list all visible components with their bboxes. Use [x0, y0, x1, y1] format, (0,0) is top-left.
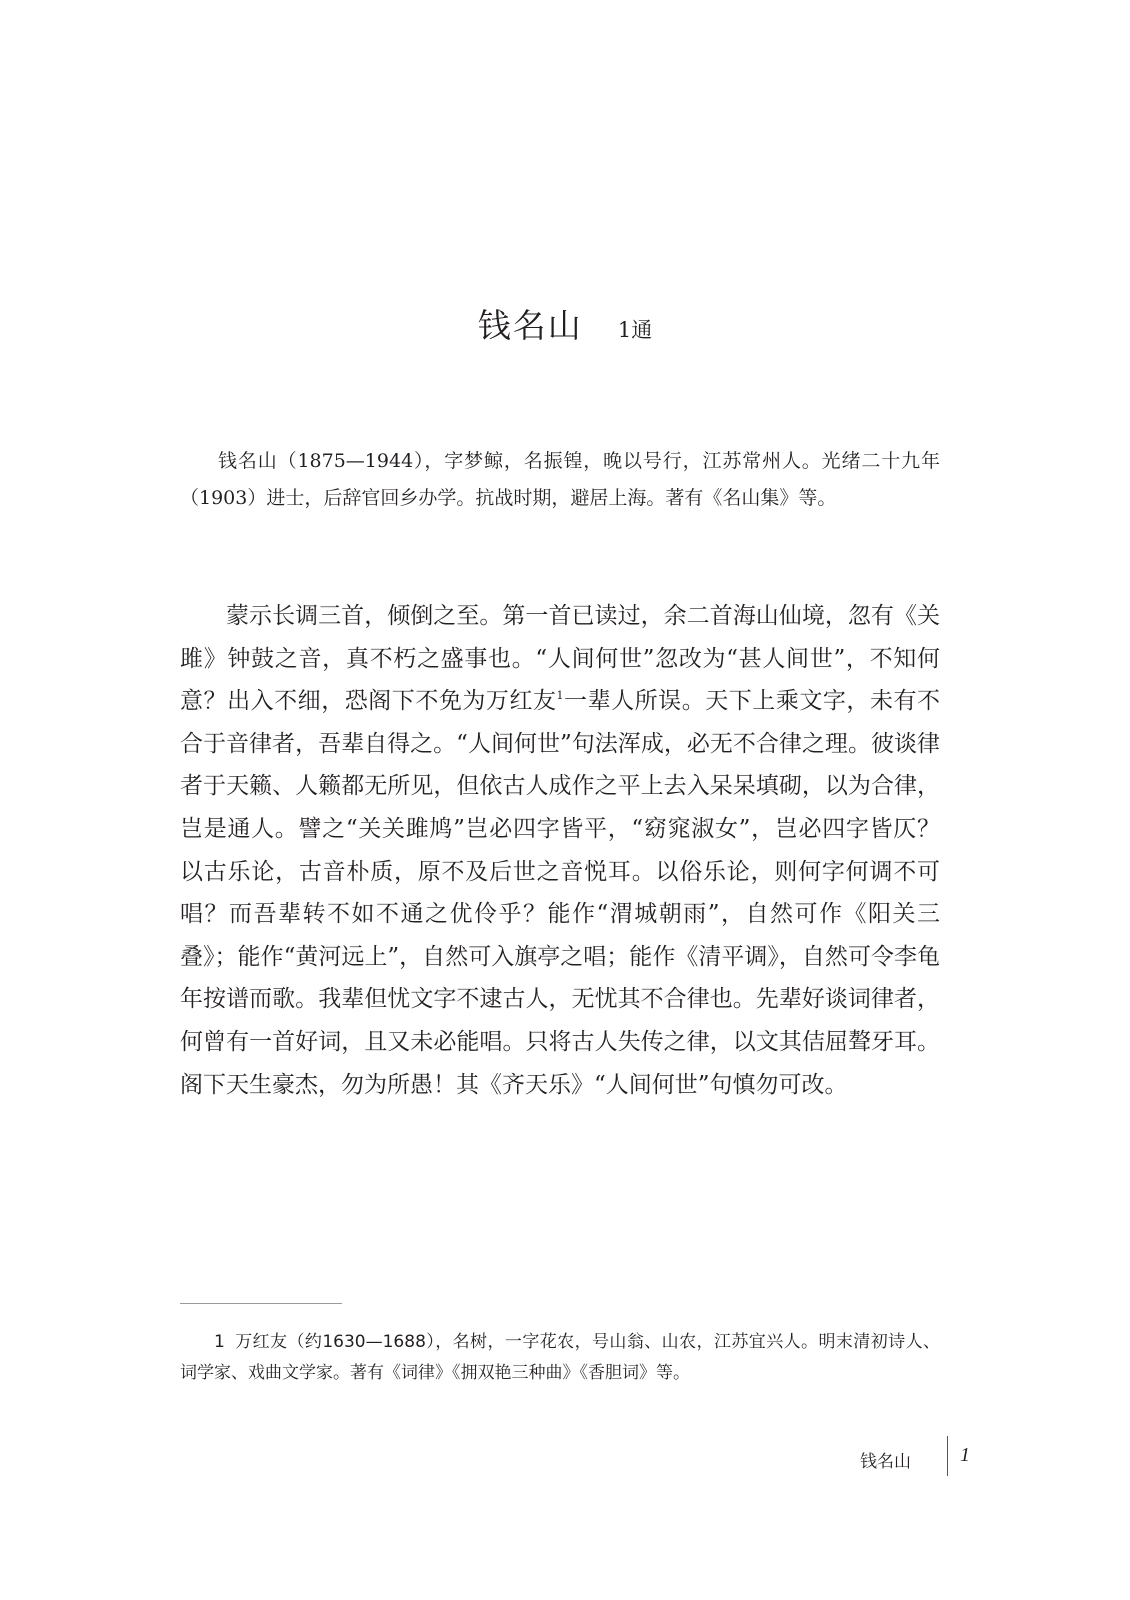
footnote-reference: 1: [556, 689, 564, 703]
running-head: 钱名山: [860, 1452, 911, 1472]
footnote-number: 1: [214, 1332, 225, 1352]
title-name: 钱名山: [477, 306, 583, 345]
letter-text-part-1: 蒙示长调三首，倾倒之至。第一首已读过，余二首海山仙境，忽有《关雎》钟鼓之音，真不朽之盛事也。“人间何世”忽改为“甚人间世”，不知何意？出入不细，恐阁下不免为万红友: [180, 603, 940, 715]
letter-text-part-2: 一辈人所误。天下上乘文字，未有不合于音律者，吾辈自得之。“人间何世”句法浑成，必无不合律之理。彼谈律者于天籁、人籁都无所见，但依古人成作之平上去入呆呆填砌，以为合律，岂是通人。譬之“关关雎鸠”岂必四字皆平，“窈窕淑女”，岂必四字皆仄？以古乐论，古音朴质，原不及后世之音悦耳。以俗乐论，则何字何调不可唱？而吾辈转不如不通之优伶乎？能作“渭城朝雨”，自然可作《阳关三叠》；能作“黄河远上”，自然可入旗亭之唱；能作《清平调》，自然可令李龟年按谱而歌。我辈但忧文字不逮古人，无忧其不合律也。先辈好谈词律者，何曾有一首好词，且又未必能唱。只将古人失传之律，以文其佶屈聱牙耳。阁下天生豪杰，勿为所愚！其《齐天乐》“人间何世”句慎勿可改。: [180, 688, 940, 1098]
page-number: 1: [960, 1444, 970, 1466]
page-title: [0, 300, 1130, 347]
footnote-divider: [180, 1303, 342, 1304]
footnote: [180, 1327, 940, 1389]
author-intro: 钱名山（1875—1944），字梦鲸，名振锽，晚以号行，江苏常州人。光绪二十九年（1903）进士，后辞官回乡办学。抗战时期，避居上海。著有《名山集》等。: [180, 450, 940, 509]
letter-body: [180, 595, 940, 1106]
letter-count: 1通: [617, 318, 653, 342]
footer-divider: [947, 1436, 948, 1476]
footnote-text: 万红友（约1630—1688），名树，一字花农，号山翁、山农，江苏宜兴人。明末清初诗人、词学家、戏曲文学家。著有《词律》《拥双艳三种曲》《香胆词》等。: [180, 1332, 940, 1383]
